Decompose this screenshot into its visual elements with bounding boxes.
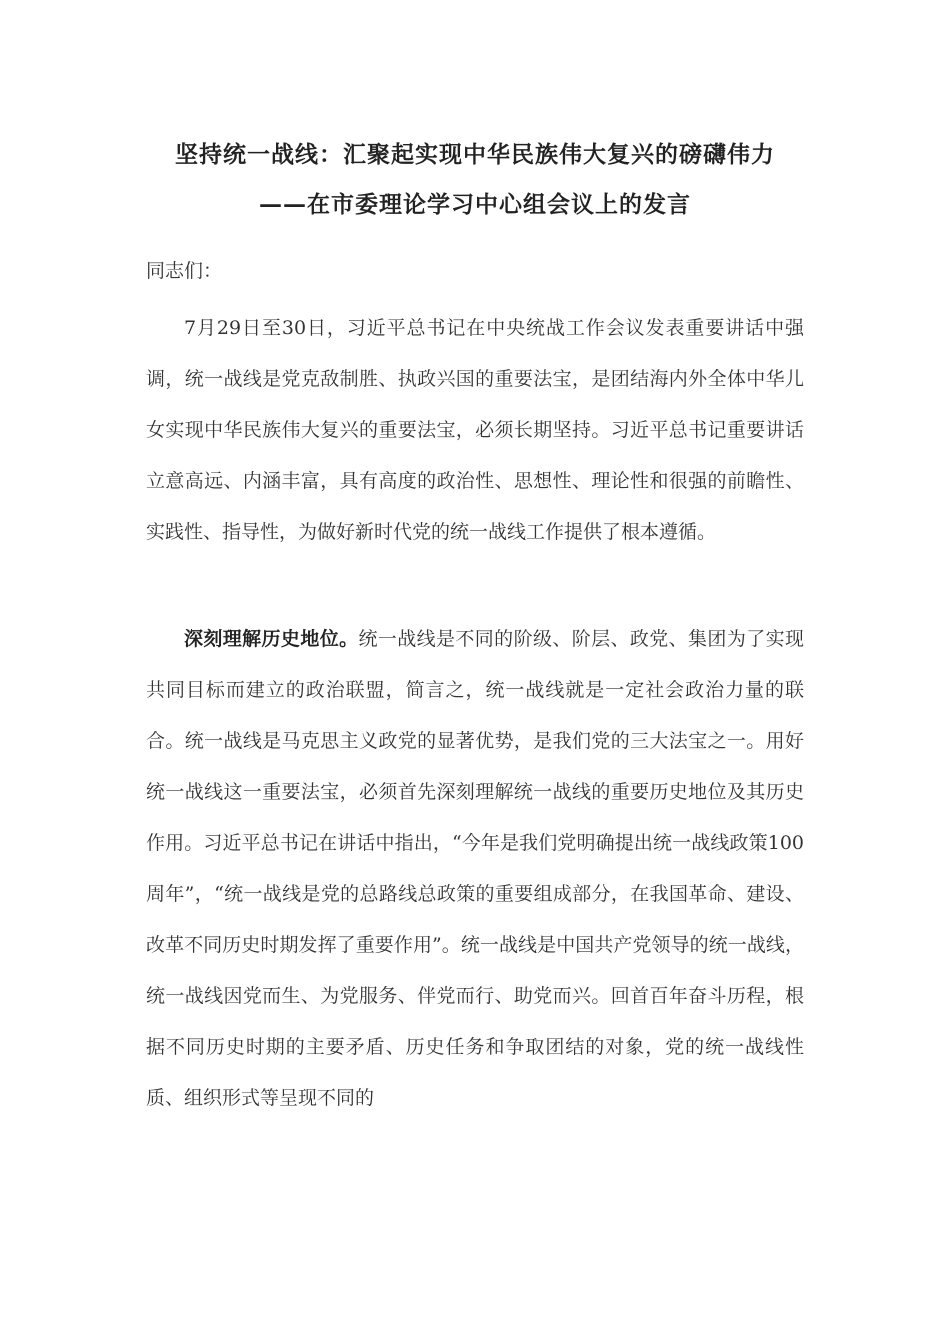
paragraph-lead: 深刻理解历史地位。 (184, 628, 359, 650)
paragraph-text: 统一战线是不同的阶级、阶层、政党、集团为了实现共同目标而建立的政治联盟，简言之，统一战线就是一定社会政治力量的联合。统一战线是马克思主义政党的显著优势，是我们党的三大法宝之一。用好统一战线这一重要法宝，必须首先深刻理解统一战线的重要历史地位及其历史作用。习近平总书记在讲话中指出，“今年是我们党明确提出统一战线政策100周年”，“统一战线是党的总路线总政策的重要组成部分，在我国革命、建设、改革不同历史时期发挥了重要作用”。统一战线是中国共产党领导的统一战线，统一战线因党而生、为党服务、伴党而行、助党而兴。回首百年奋斗历程，根据不同历史时期的主要矛盾、历史任务和争取团结的对象，党的统一战线性质、组织形式等呈现不同的 (146, 628, 804, 1109)
paragraph-intro (146, 303, 804, 558)
salutation: 同志们： (146, 260, 223, 282)
document-title: 坚持统一战线：汇聚起实现中华民族伟大复兴的磅礴伟力 (175, 141, 775, 168)
document-subtitle: ——在市委理论学习中心组会议上的发言 (259, 191, 691, 218)
paragraph-history (146, 614, 804, 1124)
paragraph-text: 7月29日至30日，习近平总书记在中央统战工作会议发表重要讲话中强调，统一战线是党克敌制胜、执政兴国的重要法宝，是团结海内外全体中华儿女实现中华民族伟大复兴的重要法宝，必须长期坚持。习近平总书记重要讲话立意高远、内涵丰富，具有高度的政治性、思想性、理论性和很强的前瞻性、实践性、指导性，为做好新时代党的统一战线工作提供了根本遵循。 (146, 317, 804, 543)
